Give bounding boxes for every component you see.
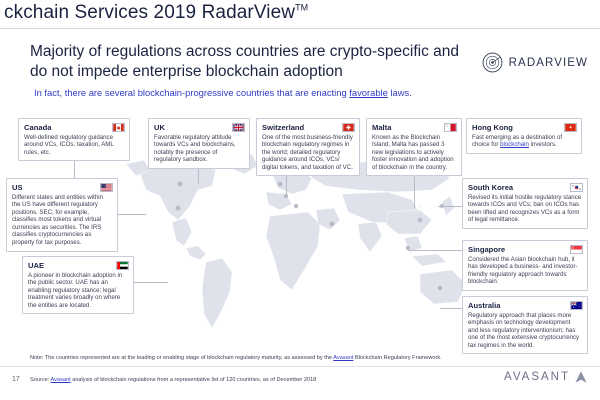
callout-card-malta[interactable] — [366, 118, 462, 176]
card-text: Well-defined regulatory guidance around VCs, ICOs, taxation, AML rules, etc. — [24, 133, 114, 156]
leader-line-australia — [440, 308, 462, 309]
callout-card-uae[interactable] — [22, 256, 134, 314]
header-divider — [0, 28, 600, 29]
card-title: South Korea — [468, 183, 514, 192]
card-title: US — [12, 183, 23, 192]
callout-card-australia[interactable] — [462, 296, 588, 354]
source-pre: Source: — [30, 377, 51, 383]
map-marker-hongkong — [418, 218, 423, 223]
card-text-post: investors. — [528, 141, 557, 149]
leader-line-southkorea — [438, 206, 462, 207]
card-text: Known as the Blockchain Island, Malta has passed 3 new legislations to actively foster innovation and adoption of blockchain in the country. — [372, 133, 454, 171]
switzerland-flag-icon — [342, 123, 355, 132]
leader-line-malta-joint — [420, 206, 421, 207]
card-text: Regulatory approach that places more emphasis on technology development and less regulatory interventionism; has one of the most extensive cryptocurrency tax regimes in the world. — [468, 311, 580, 349]
callout-card-switzerland[interactable] — [256, 118, 360, 176]
southkorea-flag-icon — [570, 183, 583, 192]
title-bar — [0, 0, 600, 30]
usa-flag-icon — [100, 183, 113, 192]
singapore-flag-icon — [570, 245, 583, 254]
page-title-text: ckchain Services 2019 RadarView — [4, 2, 296, 23]
subheadline-pre: In fact, there are several blockchain-progressive countries that are enacting — [34, 87, 350, 98]
subheadline-underlined: favorable — [349, 87, 388, 98]
world-map — [120, 150, 490, 340]
australia-flag-icon — [570, 301, 583, 310]
callout-card-singapore[interactable] — [462, 240, 588, 291]
avasant-wordmark: AVASANT — [504, 371, 570, 383]
map-marker-malta — [294, 204, 298, 208]
map-marker-canada — [178, 182, 183, 187]
card-text: Revised its initial hostile regulatory stance towards ICOs and VCs; ban on ICOs has been lifted and recognizes VCs as a form of legal remittance. — [468, 193, 582, 224]
card-title: Hong Kong — [472, 123, 513, 132]
uae-flag-icon — [116, 261, 129, 270]
leader-line-singapore — [408, 250, 462, 251]
card-title: Australia — [468, 301, 501, 310]
card-text-pre: Fast emerging as a destination of choice for — [472, 133, 563, 149]
footnote-post: Blockchain Regulatory Framework. — [353, 355, 442, 361]
card-title: Singapore — [468, 245, 506, 254]
card-title: UK — [154, 123, 165, 132]
card-text: Favorable regulatory attitude towards VCs and blockchains, notably the presence of regulatory sandbox. — [154, 133, 236, 164]
source-line — [30, 377, 480, 383]
canada-flag-icon — [112, 123, 125, 132]
footnote-pre: Note: The countries represented are at the leading or enabling stage of blockchain regulatory maturity, as assessed by the — [30, 355, 334, 361]
card-title: UAE — [28, 261, 45, 270]
radarview-wordmark: RADARVIEW — [508, 56, 588, 69]
map-marker-uk — [278, 182, 283, 187]
page-title — [4, 2, 308, 24]
page-title-trademark: TM — [295, 2, 309, 13]
subheadline-post: laws. — [387, 87, 412, 98]
card-text: Different states and entities within the US have different regulatory positions. SEC, for example, classifies most tokens and virtual currencies as securities. The IRS classifies cryptocurrencies as property for tax purposes. — [12, 193, 104, 247]
footer-divider — [0, 366, 600, 367]
world-map-svg — [120, 150, 490, 340]
callout-card-hongkong[interactable] — [466, 118, 582, 154]
radarview-logo — [482, 52, 588, 73]
card-text — [472, 134, 576, 149]
callout-card-us[interactable] — [6, 178, 118, 252]
leader-line-uae — [134, 282, 168, 283]
callout-card-uk[interactable] — [148, 118, 250, 169]
map-marker-us — [176, 206, 181, 211]
card-text: One of the most business-friendly blockchain regulatory regimes in the world; detailed regulatory guidance around ICOs, VCs/ digital tokens, and taxation of VC. — [262, 133, 353, 171]
footnote — [30, 355, 460, 362]
source-post: analysis of blockchain regulations from a representative list of 120 countries, as of December 2018 — [70, 377, 317, 383]
card-text: Considered the Asian blockchain hub, it has developed a business- and investor-friendly regulatory approach towards blockchain. — [468, 255, 578, 286]
source-link[interactable]: Avasant — [50, 377, 71, 383]
card-text-link[interactable]: blockchain — [500, 141, 529, 149]
subheadline — [34, 86, 504, 99]
callout-card-canada[interactable] — [18, 118, 130, 161]
callout-card-southkorea[interactable] — [462, 178, 588, 229]
footnote-link[interactable]: Avasant — [333, 355, 354, 361]
card-title: Malta — [372, 123, 392, 132]
avasant-mark-icon — [574, 370, 588, 384]
map-marker-australia — [438, 286, 443, 291]
card-text: A pioneer in blockchain adoption in the public sector. UAE has an enabling regulatory stance; legal treatment varies broadly on where the entities are located. — [28, 271, 123, 309]
avasant-logo — [504, 370, 588, 384]
headline: Majority of regulations across countries are crypto-specific and do not impede enterprise blockchain adoption — [30, 43, 460, 80]
radarview-mark-icon — [482, 52, 503, 73]
hongkong-flag-icon — [564, 123, 577, 132]
map-marker-uae — [330, 222, 335, 227]
malta-flag-icon — [444, 123, 457, 132]
card-title: Switzerland — [262, 123, 305, 132]
card-title: Canada — [24, 123, 52, 132]
page-number: 17 — [12, 376, 20, 383]
leader-line-us — [118, 214, 146, 215]
uk-flag-icon — [232, 123, 245, 132]
